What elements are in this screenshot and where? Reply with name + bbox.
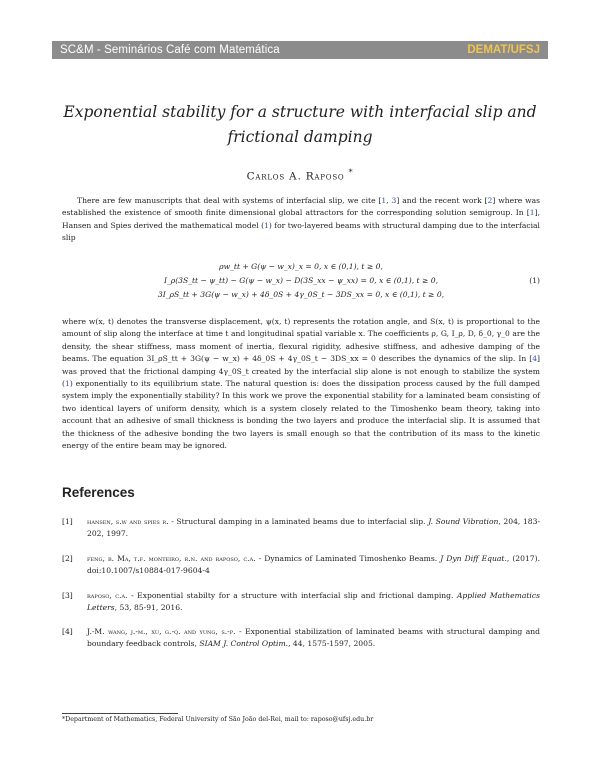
intro-text-1: There are few manuscripts that deal with systems of interfacial slip, we cite [: [77, 196, 382, 205]
reference-label: [3]: [62, 591, 73, 600]
citation-link-1[interactable]: 1: [381, 196, 387, 205]
reference-journal: SIAM J. Control Optim.: [199, 639, 289, 649]
reference-details: , 53, 85-91, 2016.: [114, 603, 183, 613]
reference-details: , (2017). doi:10.1007/s10884-017-9604-4: [87, 554, 540, 576]
body-text-1: where w(x, t) denotes the transverse displacement, ψ(x, t) represents the rotation angle, and S(x, t) is proportional to the amount of slip along the interface at time t and longitudinal spatial variable x. The coefficients ρ, G, I_ρ, D, δ_0, γ_0 are the density, the shear stiffness, mass moment of inertia, flexural rigidity, adhesive stiffness, and adhesive damping of the beams. The equation 3I_ρS_tt + 3G(ψ − w_x) + 4δ_0S + 4γ_0S_t − 3DS_xx = 0 describes the dynamics of the slip. In [: [62, 317, 540, 364]
body-text-2: ] was proved that the frictional damping 4γ_0S_t created by the interfacial slip alone is not enough to stabilize the system (: [62, 354, 540, 389]
equation-block: [62, 262, 540, 308]
equation-ref-link[interactable]: 1: [264, 220, 269, 230]
equation-line-1: ρw_tt + G(ψ − w_x)_x = 0, x ∈ (0,1), t ≥ 0,: [219, 262, 383, 271]
banner-department: DEMAT/UFSJ: [467, 44, 540, 56]
banner-title: SC&M - Seminários Café com Matemática: [60, 44, 280, 56]
reference-title: - Dynamics of Laminated Timoshenko Beams.: [255, 554, 441, 563]
reference-label: [2]: [62, 554, 73, 563]
reference-body: [87, 590, 540, 615]
reference-journal: J Dyn Diff Equat.: [440, 554, 507, 563]
author-footnote-mark: *: [348, 168, 354, 177]
citation-link-4[interactable]: 4: [532, 354, 538, 364]
reference-item: [62, 553, 540, 579]
reference-authors: J.-M. wang, j.-m., xu, g.-q. and yung, s.-p.: [87, 627, 236, 636]
references-heading: References: [62, 485, 135, 500]
equation-line-2: I_ρ(3S_tt − ψ_tt) − G(ψ − w_x) − D(3S_xx − ψ_xx) = 0, x ∈ (0,1), t ≥ 0,: [163, 276, 439, 285]
reference-label: [4]: [62, 627, 73, 636]
reference-details: , 204, 183-202, 1997.: [87, 517, 541, 539]
reference-authors: hansen, s.w and spies r.: [87, 517, 169, 526]
reference-title: - Exponential stabilization of laminated beams with structural damping and boundary feedback controls,: [87, 627, 540, 649]
reference-item: [62, 516, 540, 542]
reference-details: , 44, 1575-1597, 2005.: [288, 639, 376, 649]
header-banner: [52, 41, 548, 59]
reference-body: [87, 626, 540, 651]
equation-ref-link-2[interactable]: 1: [64, 379, 70, 389]
equation-number: (1): [529, 276, 540, 285]
footnote-divider: [62, 713, 178, 714]
reference-body: [87, 516, 540, 541]
intro-text-6: ) for two-layered beams with structural damping due to the interfacial slip: [62, 220, 540, 243]
footnote: *Department of Mathematics, Federal University of São João del-Rei, mail to: raposo@ufsj.edu.br: [62, 716, 374, 723]
citation-link-2[interactable]: 2: [487, 196, 493, 205]
intro-paragraph: [62, 195, 540, 245]
reference-title: - Structural damping in a laminated beams due to interfacial slip.: [168, 517, 429, 526]
reference-label: [1]: [62, 517, 73, 526]
intro-text-4: ] where was established the existence of smooth finite dimensional global attractors for the corresponding solution semigroup. In [: [62, 196, 541, 218]
reference-journal: J. Sound Vibration: [428, 517, 499, 526]
intro-text-5: ], Hansen and Spies derived the mathematical model (: [62, 208, 540, 230]
citation-link-1b[interactable]: 1: [529, 208, 535, 218]
reference-title: - Exponential stabilty for a structure with interfacial slip and frictional damping.: [127, 591, 457, 600]
reference-authors: feng, b. Ma, t.f. monteiro, r.n. and raposo, c.a.: [87, 554, 256, 563]
body-text-3: ) exponentially to its equilibrium state. The natural question is: does the dissipation process caused by the full damped system imply the exponentially stability? In this work we prove the exponential stability for a laminated beam consisting of two identical layers of uniform density, which is a system closely related to the Timoshenko beam theory, taking into account that an adhesive of small thickness is bonding the two layers and produce the interfacial slip. It is assumed that the thickness of the adhesive bonding the two layers is small enough so that the contribution of its mass to the kinetic energy of the entire beam may be ignored.: [62, 379, 540, 451]
title-line-1: Exponential stability for a structure with interfacial slip and: [63, 103, 537, 121]
author-name: Carlos A. Raposo: [246, 170, 345, 183]
reference-body: [87, 553, 540, 578]
reference-journal: Applied Mathematics Letters: [87, 591, 540, 613]
intro-text-3: ] and the recent work [: [396, 196, 488, 205]
reference-authors: raposo, c.a.: [87, 591, 128, 600]
paper-title: [60, 100, 540, 150]
reference-item: [62, 626, 540, 652]
reference-item: [62, 590, 540, 616]
citation-link-3[interactable]: 3: [391, 196, 397, 205]
intro-text-2: ,: [386, 196, 392, 205]
author: [60, 168, 540, 183]
body-paragraph: [62, 316, 540, 452]
title-line-2: frictional damping: [227, 128, 373, 146]
equation-line-3: 3I_ρS_tt + 3G(ψ − w_x) + 4δ_0S + 4γ_0S_t − 3DS_xx = 0, x ∈ (0,1), t ≥ 0,: [157, 290, 445, 299]
